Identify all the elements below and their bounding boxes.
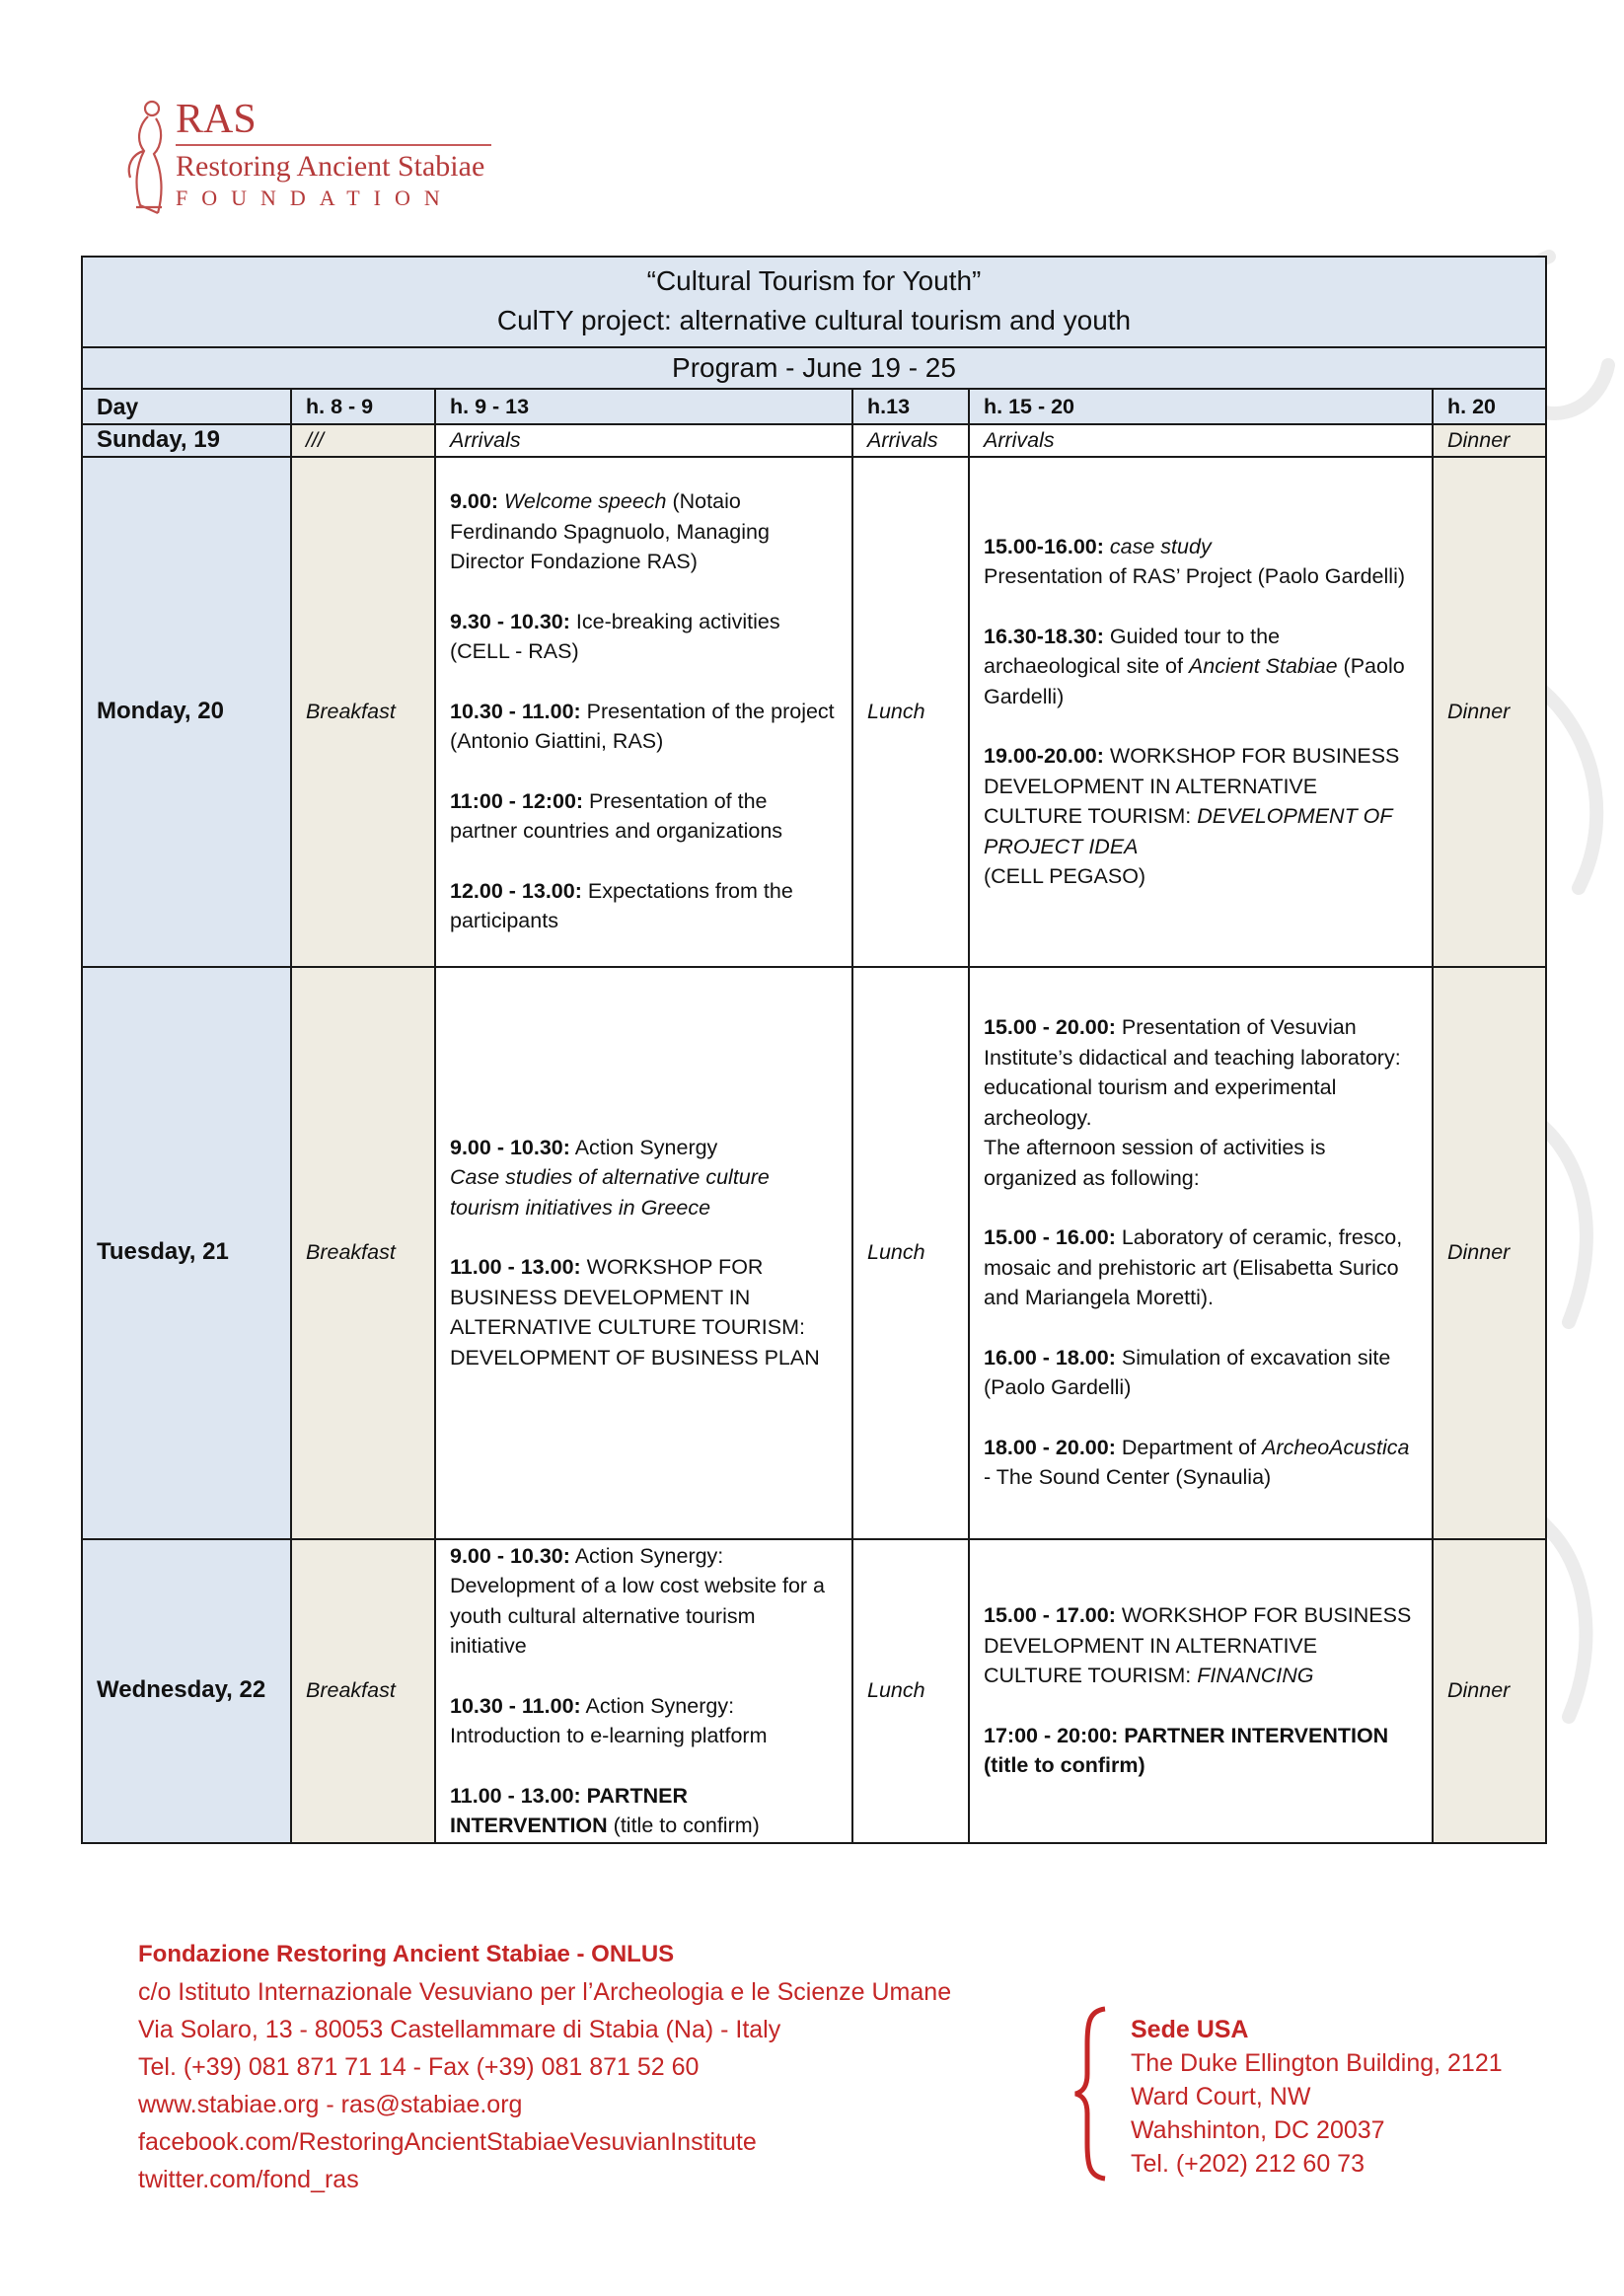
breakfast-cell: Breakfast [291, 967, 435, 1539]
footer-org: Fondazione Restoring Ancient Stabiae - ONLUS [138, 1941, 675, 1967]
lunch-cell: Lunch [852, 1539, 969, 1843]
activity-item: 11.00 - 13.00: WORKSHOP FOR BUSINESS DEVELOPMENT IN ALTERNATIVE CULTURE TOURISM: DEVELOPMENT OF BUSINESS PLAN [450, 1255, 820, 1370]
usa-line: Ward Court, NW [1131, 2083, 1311, 2111]
usa-office [1131, 2013, 1503, 2181]
col-header-h8: h. 8 - 9 [291, 389, 435, 424]
activity-item: 17:00 - 20:00: PARTNER INTERVENTION (title to confirm) [984, 1723, 1389, 1778]
curly-brace-icon [1071, 2005, 1111, 2183]
footer-address [138, 1936, 951, 2198]
col-header-day: Day [82, 389, 291, 424]
cell-h13: Arrivals [852, 424, 969, 457]
day-cell: Monday, 20 [82, 457, 291, 967]
afternoon-activities [969, 457, 1433, 967]
program-title [82, 257, 1546, 347]
table-row-tuesday [82, 967, 1546, 1539]
activity-item: 9.00: Welcome speech (Notaio Ferdinando Spagnuolo, Managing Director Fondazione RAS) [450, 489, 770, 574]
day-cell: Sunday, 19 [82, 424, 291, 457]
dinner-cell: Dinner [1433, 1539, 1546, 1843]
activity-item: 15.00-16.00: case study Presentation of RAS’ Project (Paolo Gardelli) [984, 534, 1406, 588]
program-subtitle: Program - June 19 - 25 [82, 347, 1546, 389]
breakfast-cell: Breakfast [291, 457, 435, 967]
table-row-monday [82, 457, 1546, 967]
logo-abbr: RAS [176, 97, 257, 142]
usa-line: The Duke Ellington Building, 2121 [1131, 2049, 1503, 2077]
ras-logo [118, 97, 513, 220]
day-cell: Tuesday, 21 [82, 967, 291, 1539]
statue-logo-icon [118, 97, 176, 220]
activity-item: 15.00 - 16.00: Laboratory of ceramic, fresco, mosaic and prehistoric art (Elisabetta Surico and Mariangela Moretti). [984, 1225, 1403, 1310]
cell-h20: Dinner [1433, 424, 1546, 457]
footer-phone: Tel. (+39) 081 871 71 14 - Fax (+39) 081 871 52 60 [138, 2053, 700, 2081]
breakfast-cell: Breakfast [291, 1539, 435, 1843]
cell-h15: Arrivals [969, 424, 1433, 457]
morning-activities [435, 1539, 852, 1843]
activity-item: 12.00 - 13.00: Expectations from the participants [450, 878, 793, 933]
dinner-cell: Dinner [1433, 457, 1546, 967]
activity-item: 9.00 - 10.30: Action Synergy Case studies of alternative culture tourism initiatives in Greece [450, 1135, 770, 1220]
footer-twitter-link[interactable]: twitter.com/fond_ras [138, 2166, 359, 2193]
activity-item: 9.30 - 10.30: Ice-breaking activities (CELL - RAS) [450, 609, 780, 664]
title-line-2: CulTY project: alternative cultural tourism and youth [496, 305, 1132, 335]
day-cell: Wednesday, 22 [82, 1539, 291, 1843]
cell-h9: Arrivals [435, 424, 852, 457]
afternoon-activities [969, 1539, 1433, 1843]
activity-item: 15.00 - 20.00: Presentation of Vesuvian Institute’s didactical and teaching laboratory: educational tourism and experimental archeology. The afternoon session of activities is organized as following: [984, 1015, 1401, 1190]
activity-item: 19.00-20.00: WORKSHOP FOR BUSINESS DEVELOPMENT IN ALTERNATIVE CULTURE TOURISM: DEVELOPMENT OF PROJECT IDEA (CELL PEGASO) [984, 744, 1400, 888]
column-header-row [82, 389, 1546, 424]
afternoon-activities [969, 967, 1433, 1539]
footer-facebook-link[interactable]: facebook.com/RestoringAncientStabiaeVesuvianInstitute [138, 2128, 757, 2156]
activity-item: 16.30-18.30: Guided tour to the archaeological site of Ancient Stabiae (Paolo Gardelli) [984, 624, 1405, 708]
table-row-wednesday [82, 1539, 1546, 1843]
activity-item: 11.00 - 13.00: PARTNER INTERVENTION (title to confirm) [450, 1783, 760, 1837]
lunch-cell: Lunch [852, 967, 969, 1539]
col-header-h20: h. 20 [1433, 389, 1546, 424]
lunch-cell: Lunch [852, 457, 969, 967]
activity-item: 18.00 - 20.00: Department of ArcheoAcustica - The Sound Center (Synaulia) [984, 1435, 1410, 1490]
col-header-h13: h.13 [852, 389, 969, 424]
logo-tagline: FOUNDATION [176, 185, 454, 210]
logo-divider [176, 144, 491, 146]
program-table [81, 256, 1547, 1844]
title-line-1: “Cultural Tourism for Youth” [646, 265, 982, 296]
activity-item: 9.00 - 10.30: Action Synergy: Development of a low cost website for a youth cultural alternative tourism initiative [450, 1543, 826, 1658]
activity-item: 11:00 - 12:00: Presentation of the partner countries and organizations [450, 788, 783, 844]
dinner-cell: Dinner [1433, 967, 1546, 1539]
col-header-h9: h. 9 - 13 [435, 389, 852, 424]
activity-item: 10.30 - 11.00: Presentation of the project (Antonio Giattini, RAS) [450, 699, 835, 754]
footer-line: c/o Istituto Internazionale Vesuviano per l’Archeologia e le Scienze Umane [138, 1978, 952, 2006]
usa-phone: Tel. (+202) 212 60 73 [1131, 2150, 1365, 2178]
col-header-h15: h. 15 - 20 [969, 389, 1433, 424]
logo-name: Restoring Ancient Stabiae [176, 150, 485, 183]
footer-website-link[interactable]: www.stabiae.org - ras@stabiae.org [138, 2091, 523, 2118]
morning-activities [435, 967, 852, 1539]
activity-item: 16.00 - 18.00: Simulation of excavation site (Paolo Gardelli) [984, 1345, 1391, 1400]
usa-label: Sede USA [1131, 2016, 1249, 2043]
table-row-sunday [82, 424, 1546, 457]
activity-item: 10.30 - 11.00: Action Synergy: Introduction to e-learning platform [450, 1693, 768, 1747]
cell-h8: /// [291, 424, 435, 457]
activity-item: 15.00 - 17.00: WORKSHOP FOR BUSINESS DEVELOPMENT IN ALTERNATIVE CULTURE TOURISM: FINANCING [984, 1603, 1412, 1688]
usa-line: Wahshinton, DC 20037 [1131, 2116, 1385, 2144]
morning-activities [435, 457, 852, 967]
footer-line: Via Solaro, 13 - 80053 Castellammare di Stabia (Na) - Italy [138, 2016, 781, 2043]
